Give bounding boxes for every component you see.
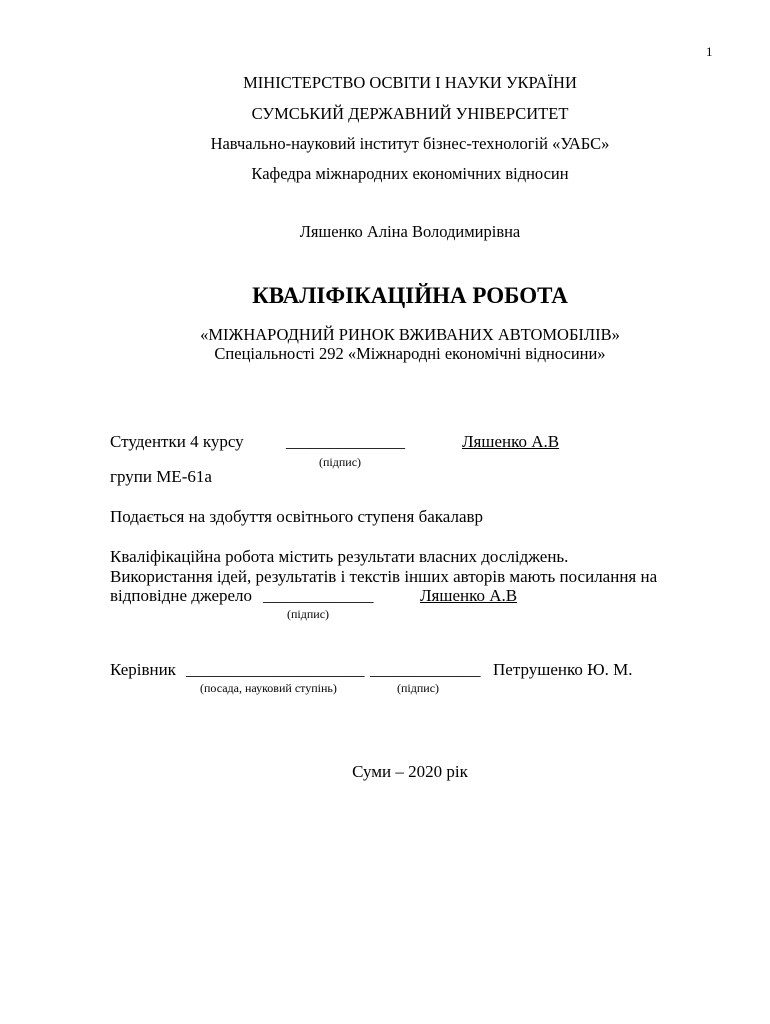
declaration-name: Ляшенко А.В — [420, 586, 518, 605]
student-name: Ляшенко А.В — [462, 432, 560, 451]
student-label: Студентки 4 курсу — [110, 432, 244, 451]
page-number: 1 — [706, 44, 713, 59]
supervisor-signature-line: _____________ — [370, 660, 481, 679]
document-title: КВАЛІФІКАЦІЙНА РОБОТА — [252, 283, 568, 308]
declaration-signature-caption: (підпис) — [287, 607, 330, 621]
supervisor-label: Керівник — [110, 660, 176, 679]
student-signature-caption: (підпис) — [319, 455, 362, 469]
declaration-signature-line: _____________ — [263, 586, 374, 605]
supervisor-position-line: _____________________ — [186, 660, 365, 679]
specialty-line: Спеціальності 292 «Міжнародні економічні відносини» — [214, 344, 606, 363]
department-heading: Кафедра міжнародних економічних відносин — [251, 164, 569, 183]
city-year: Суми – 2020 рік — [352, 762, 468, 781]
supervisor-name: Петрушенко Ю. М. — [493, 660, 633, 679]
supervisor-position-caption: (посада, науковий ступінь) — [200, 681, 337, 695]
declaration-line-3: відповідне джерело — [110, 586, 253, 605]
declaration-line-1: Кваліфікаційна робота містить результати власних досліджень. — [110, 547, 569, 566]
degree-statement: Подається на здобуття освітнього ступеня бакалавр — [110, 507, 484, 526]
student-signature-line: ______________ — [286, 432, 405, 451]
supervisor-signature-caption: (підпис) — [397, 681, 440, 695]
declaration-line-2: Використання ідей, результатів і текстів інших авторів мають посилання на — [110, 567, 658, 586]
university-heading: СУМСЬКИЙ ДЕРЖАВНИЙ УНІВЕРСИТЕТ — [251, 104, 569, 123]
group-label: групи МЕ-61а — [110, 467, 212, 486]
institute-heading: Навчально-науковий інститут бізнес-технологій «УАБС» — [210, 134, 610, 153]
thesis-topic: «МІЖНАРОДНИЙ РИНОК ВЖИВАНИХ АВТОМОБІЛІВ» — [200, 325, 620, 344]
ministry-heading: МІНІСТЕРСТВО ОСВІТИ І НАУКИ УКРАЇНИ — [243, 73, 577, 92]
author-name: Ляшенко Аліна Володимирівна — [299, 222, 521, 241]
